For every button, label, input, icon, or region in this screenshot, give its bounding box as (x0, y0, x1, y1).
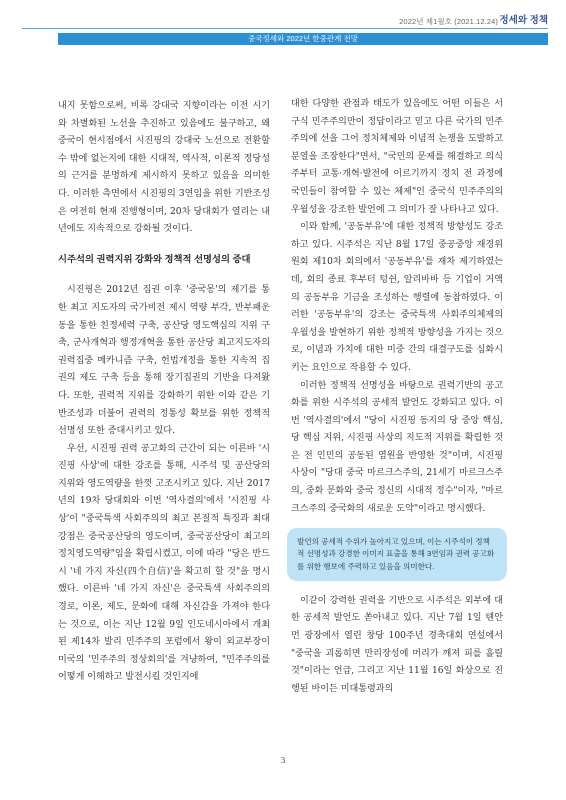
series-title: 정세와 정책 (499, 15, 548, 26)
right-column (291, 96, 503, 698)
callout-box (287, 528, 507, 581)
body-paragraph: 시진핑은 2012년 집권 이후 '중국몽'의 제기를 통한 최고 지도자의 국가비전 제시 역량 부각, 반부패운동을 통한 친정세력 구축, 공산당 영도핵심의 지위 구축, 군사개혁과 행정개혁을 통한 공산당 최고지도자의 권력집중 메카니즘 구축, 헌법개정을 통한 지속적 집권의 제도 구축 등을 통해 장기집권의 기반을 다져왔다. 또한, 권력적 지위를 강화하기 위한 이와 같은 기반조성과 더불어 권력의 정통성 확보를 위한 정책적 선명성 또한 증대시키고 있다. (58, 285, 270, 437)
subject-banner: 중국정세와 2022년 한중관계 전망 (58, 33, 548, 45)
callout-text: 발언의 공세적 수위가 높아지고 있으며, 이는 시주석이 정책적 선명성과 강경한 이미지 표출을 통해 3연임과 권력 공고화를 위한 행보에 주력하고 있음을 의미한다. (297, 537, 495, 571)
section-heading: 시주석의 권력지위 강화와 정책적 선명성의 증대 (58, 253, 251, 264)
issue-line: 2022년 제1월호 (2021.12.24) (399, 17, 498, 26)
body-paragraph: 대한 다양한 관점과 태도가 있음에도 어떤 이들은 서구식 민주주의만이 정답이라고 믿고 다른 국가의 민주주의에 선을 그어 정치체제와 이념적 논쟁을 도발하고 분열을 조장한다"면서, "국민의 문제를 해결하고 의식주부터 교통·개혁·발전에 이르기까지 정치 전 과정에 국민들이 참여할 수 있는 체제"인 중국식 민주주의의 우월성을 강조한 발언에 그 의미가 잘 나타나고 있다. (291, 99, 503, 215)
page-number: 3 (280, 756, 286, 765)
body-paragraph: 이같이 강력한 권력을 기반으로 시주석은 외부에 대한 공세적 발언도 쏟아내고 있다. 지난 7월 1일 톈안먼 광장에서 열린 창당 100주년 경축대회 연설에서 "중국을 괴롭히면 만리장성에 머리가 깨져 피를 흘릴 것"이라는 언급, 그리고 지난 11월 16일 화상으로 진행된 바이든 미대통령과의 (291, 595, 503, 694)
body-paragraph: 우선, 시진핑 권력 공고화의 근간이 되는 이른바 '시진핑 사상'에 대한 강조를 통해, 시주석 및 공산당의 지위와 영도역량을 한껏 고조시키고 있다. 지난 2017년의 19차 당대회와 이번 '역사결의'에서 '시진핑 사상'이 "중국특색 사회주의의 최고 본질적 특징과 최대 강점은 중국공산당의 영도이며, 중국공산당이 최고의 정치영도역량"임을 확립시켰고, 이에 따라 "당은 반드시 '네 가지 자신(四个自信)'을 확고히 할 것"을 명시했다. 이른바 '네 가지 자신'은 중국특색 사회주의의 경로, 이론, 제도, 문화에 대해 자신감을 가져야 한다는 것으로, 이는 지난 12월 9일 인도네시아에서 개최된 제14차 발리 민주주의 포럼에서 왕이 외교부장이 미국의 '민주주의 정상회의'를 겨냥하여, "민주주의를 어떻게 이해하고 발전시킬 것인지에 (58, 443, 270, 683)
header-rule (22, 28, 548, 29)
left-column (58, 98, 270, 687)
body-paragraph: 내지 못함으로써, 비록 강대국 지향이라는 이전 시기와 차별화된 노선을 추진하고 있음에도 불구하고, 왜 중국이 현시점에서 시진핑의 강대국 노선으로 전환할 수 밖에 없는지에 대한 시대적, 역사적, 이론적 정당성의 근거를 분명하게 제시하지 못하고 있음을 의미한다. 이러한 측면에서 시진핑의 3연임을 위한 기반조성은 여전히 현재 진행형이며, 20차 당대회가 열리는 내년에도 지속적으로 강화될 것이다. (58, 101, 270, 235)
body-paragraph: 이와 함께, '공동부유'에 대한 정책적 방향성도 강조하고 있다. 시주석은 지난 8월 17일 중공중앙 재경위원회 제10차 회의에서 '공동부유'를 재차 제기하였는데, 회의 종료 후부터 텅쉰, 알리바바 등 기업이 거액의 공동부유 기금을 조성하는 행렬에 동참하였다. 이러한 '공동부유'의 강조는 중국특색 사회주의체제의 우월성을 발현하기 위한 정책적 방향성을 가지는 것으로, 이념과 가치에 대한 미중 간의 대결구도를 심화시키는 요인으로 작용할 수 있다. (291, 222, 503, 373)
body-paragraph: 이러한 정책적 선명성을 바탕으로 권력기반의 공고화를 위한 시주석의 공세적 발언도 강화되고 있다. 이번 '역사결의'에서 "당이 시진핑 동지의 당 중앙 핵심, 당 핵심 지위, 시진핑 사상의 지도적 지위를 확립한 것은 전 인민의 공동된 염원을 반영한 것"이며, 시진핑 사상이 "당대 중국 마르크스주의, 21세기 마르크스주의, 중화 문화와 중국 정신의 시대적 정수"이자, "마르크스주의 중국화의 새로운 도약"이라고 명시했다. (291, 380, 503, 514)
